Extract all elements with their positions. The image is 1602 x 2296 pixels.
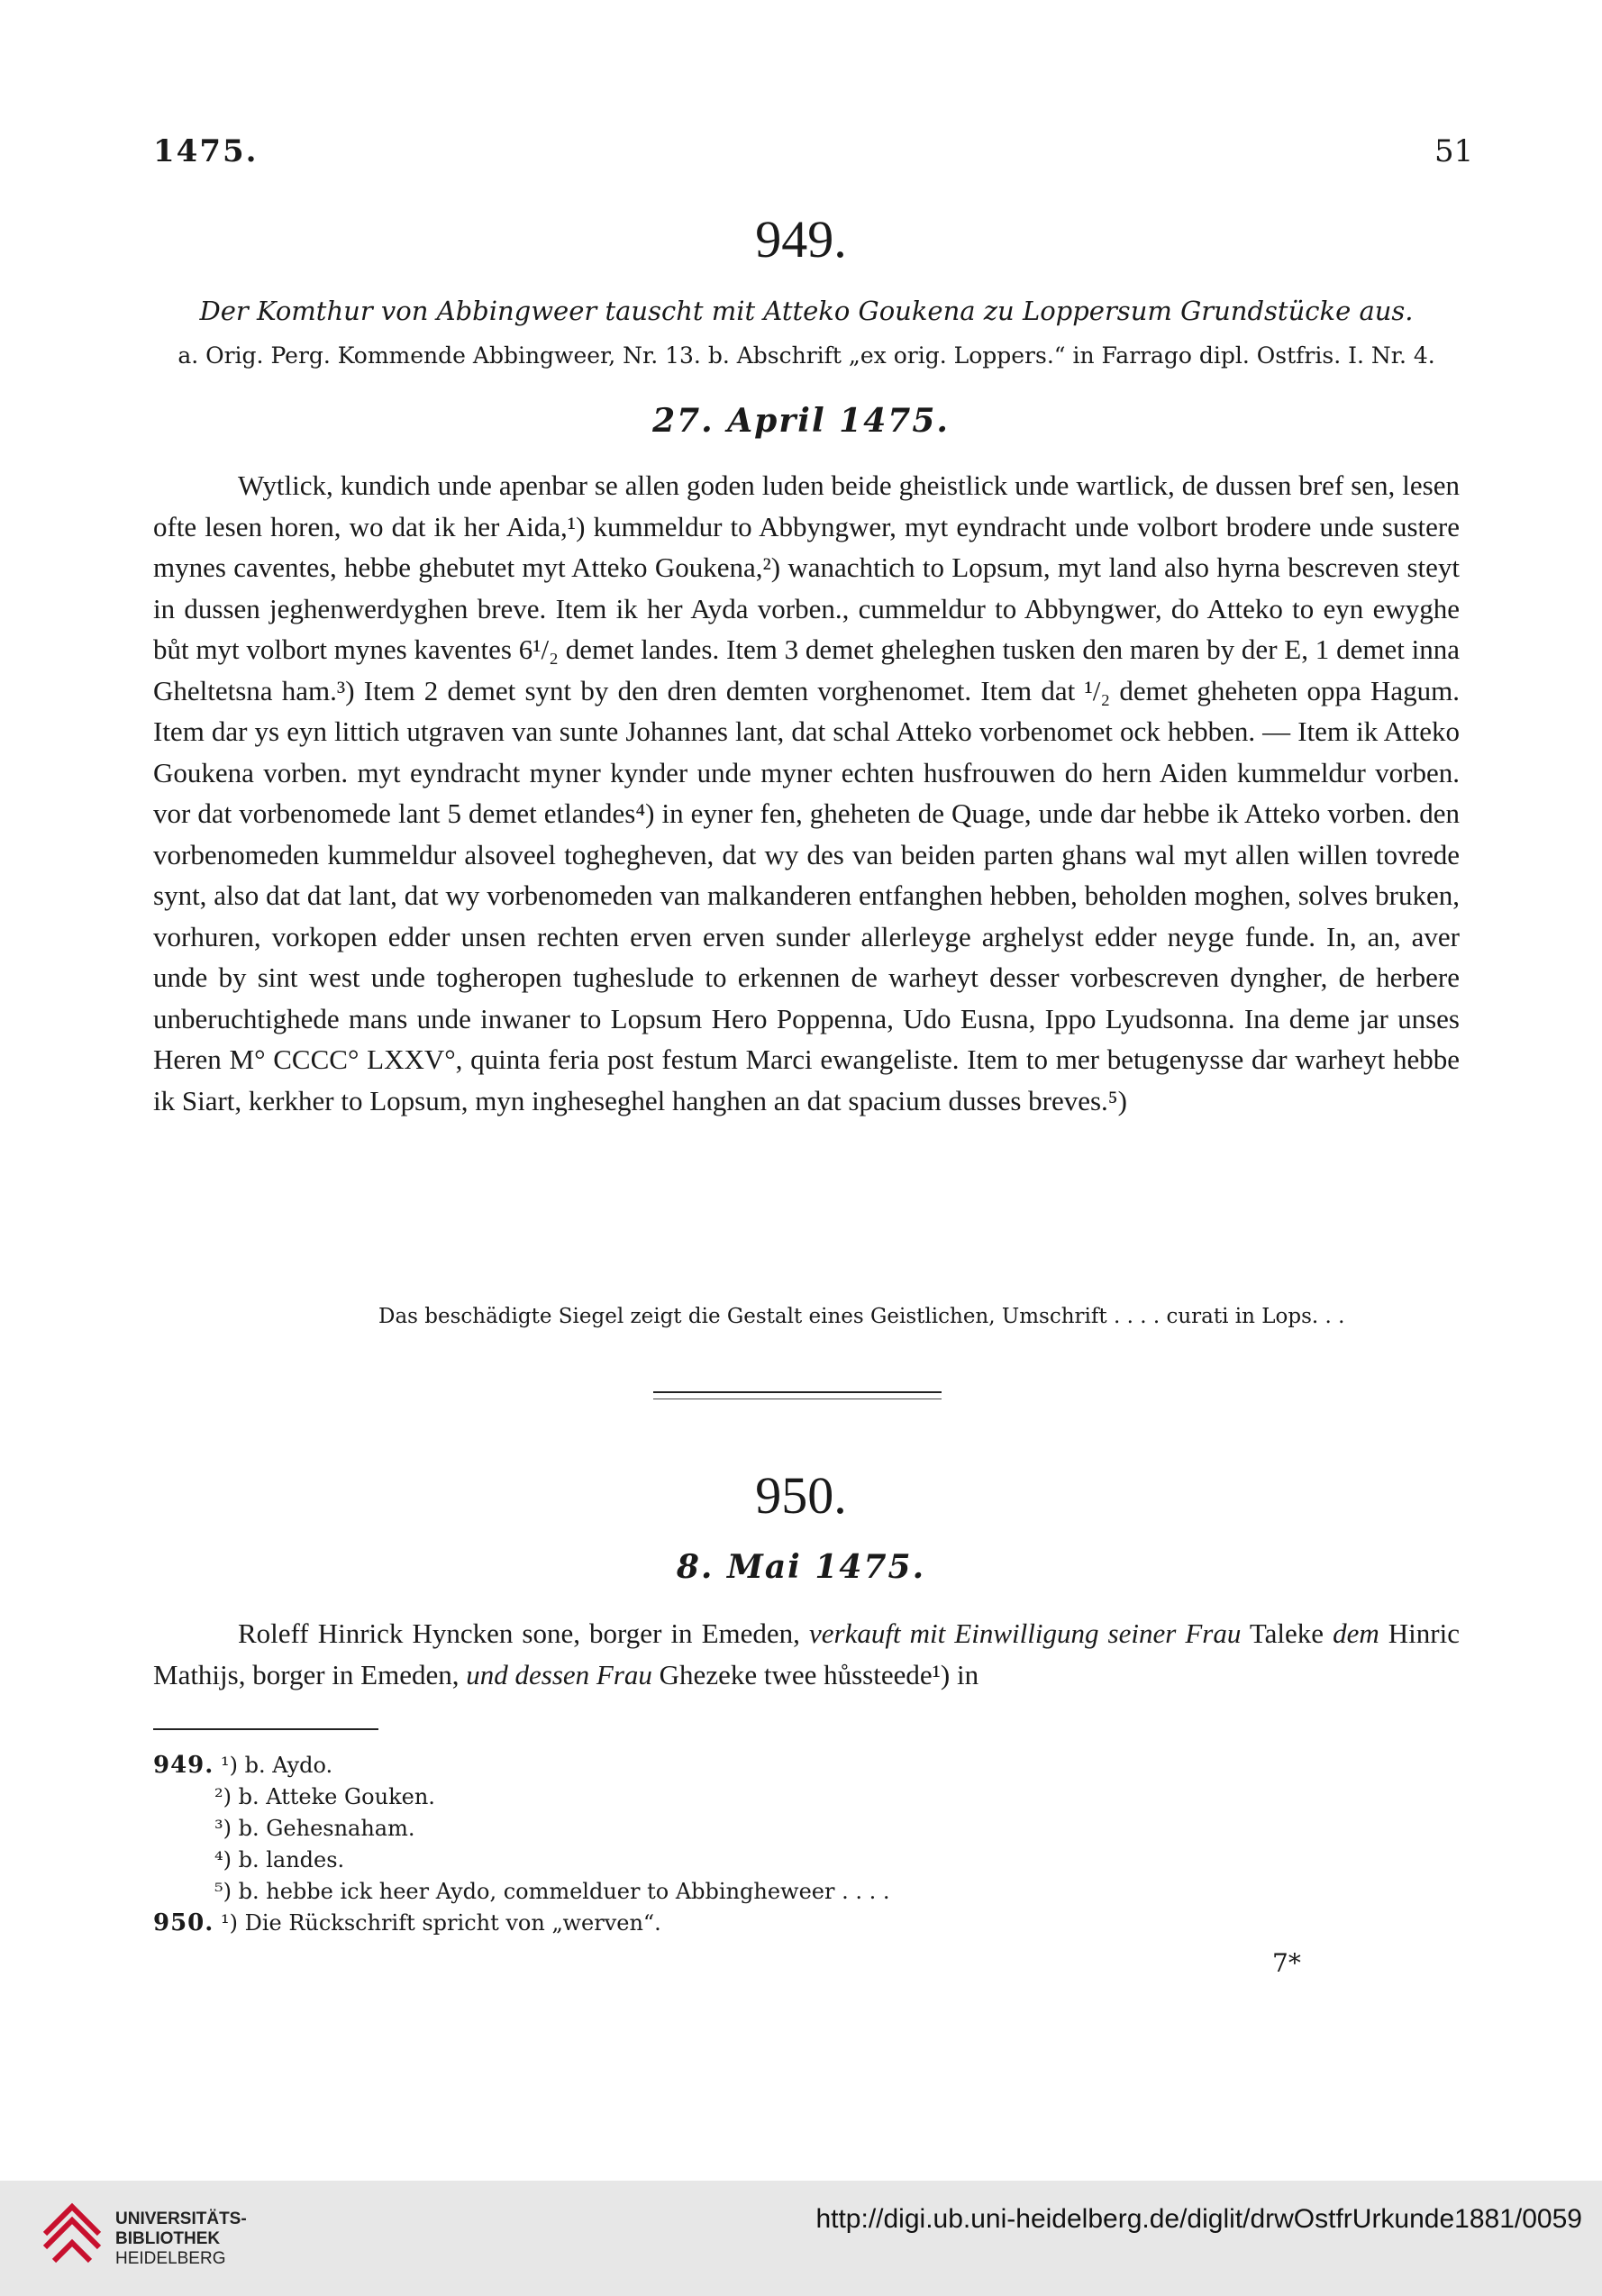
footnote-949-3: ³) b. Gehesnaham. [214,1816,415,1841]
footnote-label-949: 949. [153,1752,214,1779]
text-950-part-4: dem [1333,1617,1379,1649]
body-text-949: Wytlick, kundich unde apenbar se allen goden luden beide gheistlick unde wartlick, de dussen bref sen, lesen ofte lesen horen, wo dat ik her Aida,¹) kummeldur to Abbyngwer, myt eyndracht unde volbort brodere unde sustere mynes caventes, hebbe ghebutet myt Atteko Goukena,²) wanachtich to Lopsum, myt land also hyrna bescreven steyt in dussen jeghenwerdyghen breve. Item ik her Ayda vorben., cummeldur to Abbyngwer, do Atteko to eyn ewyghe bůt myt volbort mynes kaventes 6¹/₂ demet landes. Item 3 demet gheleghen tusken den maren by der E, 1 demet inna Gheltetsna ham.³) Item 2 demet synt by den dren demten vorghenomet. Item dat ¹/₂ demet gheheten oppa Hagum. Item dar ys eyn littich utgraven van sunte Johannes lant, dat schal Atteko vorbenomet ock hebben. — Item ik Atteko Goukena vorben. myt eyndracht myner kynder unde myner echten husfrouwen do hern Aiden kummeldur vorben. vor dat vorbenomede lant 5 demet etlandes⁴) in eyner fen, gheheten de Quage, unde dar hebbe ik Atteko vorben. den vorbenomeden kummeldur alsoveel toghegheven, dat wy des van beiden parten ghans wal myt allen willen tovrede synt, also dat dat lant, dat wy vorbenomeden van malkanderen entfanghen hebben, beholden moghen, solves bruken, vorhuren, vorkopen edder unsen rechten erven erven sunder allerleyge arghelyst edder neyge funde. In, an, aver unde by sint west unde togheropen tugheslude to erkennen de warheyt desser vorbescreven dyngher, de herbere unberuchtighede mans unde inwaner to Lopsum Hero Poppenna, Udo Eusna, Ippo Lyudsonna. Ina deme jar unses Heren M° CCCC° LXXV°, quinta feria post festum Marci ewangeliste. Item to mer betugenysse dar warheyt hebbe ik Siart, kerkher to Lopsum, myn ingheseghel hanghen an dat spacium dusses breves.⁵) [153,469,1460,1116]
regest-949: Der Komthur von Abbingweer tauscht mit Atteko Goukena zu Loppersum Grundstücke aus. [199,296,1414,326]
page-number: 51 [1434,133,1474,169]
header-year: 1475. [153,133,259,169]
footnote-950-1: ¹) Die Rückschrift spricht von „werven“. [220,1910,661,1936]
footnote-label-950: 950. [153,1909,214,1936]
text-950-part-3: Taleke [1241,1617,1333,1649]
footnote-949-5: ⁵) b. hebbe ick heer Aydo, commelduer to Abbingheweer . . . . [214,1879,890,1904]
seal-note-949: Das beschädigte Siegel zeigt die Gestalt eines Geistlichen, Umschrift . . . . curati in Lops. . . [378,1305,1345,1328]
text-950-part-5: Hinric Mathijs, borger in Emeden, [153,1617,1460,1690]
footnote-949-2: ²) b. Atteke Gouken. [214,1784,435,1809]
sheet-signature: 7* [1272,1948,1301,1978]
text-950-part-2: verkauft mit Einwilligung seiner Frau [809,1617,1242,1649]
text-950-part-1: Roleff Hinrick Hyncken sone, borger in Emeden, [238,1617,809,1649]
date-950: 8. Mai 1475. [676,1548,926,1586]
footnote-949-4: ⁴) b. landes. [214,1847,345,1872]
text-950-part-6: und dessen Frau [466,1658,652,1690]
document-number-950: 950. [755,1466,847,1525]
date-949: 27. April 1475. [652,402,950,440]
section-divider [653,1391,942,1393]
library-name-line-2: BIBLIOTHEK [115,2229,221,2248]
library-name-line-1: UNIVERSITÄTS- [115,2209,247,2228]
permalink-url[interactable]: http://digi.ub.uni-heidelberg.de/diglit/drwOstfrUrkunde1881/0059 [815,2204,1582,2234]
sources-949: a. Orig. Perg. Kommende Abbingweer, Nr. 13. b. Abschrift „ex orig. Loppers.“ in Farrago dipl. Ostfris. I. Nr. 4. [177,342,1435,369]
footnote-949-1: ¹) b. Aydo. [220,1753,333,1778]
text-950-part-7: Ghezeke twee hůssteede¹) in [651,1658,979,1690]
body-text-950 [153,1613,1460,1695]
library-name-line-3: HEIDELBERG [115,2249,226,2268]
footnote-group-949 [153,1750,890,1939]
document-number-949: 949. [755,210,847,269]
footnote-rule [153,1728,378,1730]
